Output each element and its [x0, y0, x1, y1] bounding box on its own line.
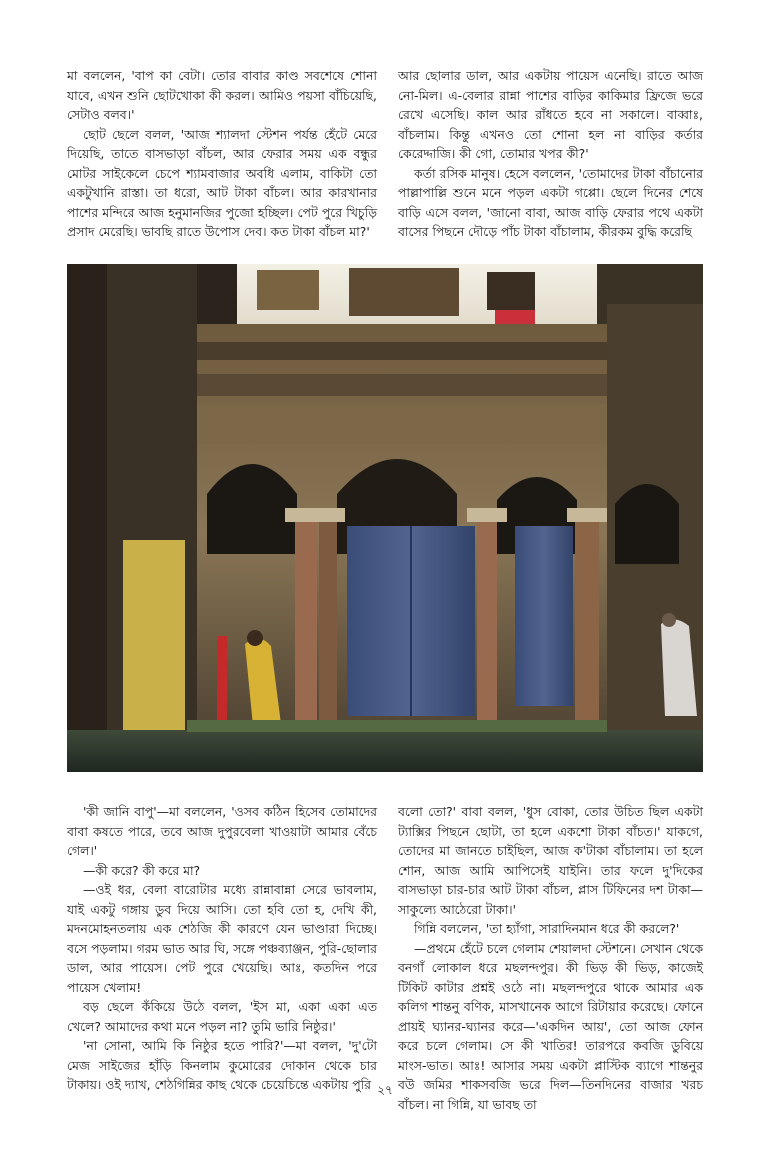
paragraph: বলো তো?' বাবা বলল, 'ধুস বোকা, তোর উচিত ছিল একটা ট্যাক্সির পিছনে ছোটা, তা হলে একশো টাকা বাঁচত।' যাকগে, তোদের মা জানতে চাইছিল, আজ ক'টাকা বাঁচালাম। তা হলে শোন, আজ আমি আপিসেই যাইনি। তার ফলে দু'দিকের বাসভাড়া চার-চার আট টাকা বাঁচল, প্লাস টিফিনের দশ টাকা—সাকুল্যে আঠেরো টাকা।' [398, 804, 703, 917]
paragraph: 'না সোনা, আমি কি নিষ্ঠুর হতে পারি?'—মা বলল, 'দু'টো মেজ সাইজের হাঁড়ি কিনলাম কুমোরের দোকান থেকে চার টাকায়। ওই দ্যাখ, শেঠগিন্নির কাছ থেকে চেয়েচিন্তে একটায় পুরি [67, 1038, 377, 1092]
paragraph: আর ছোলার ডাল, আর একটায় পায়েস এনেছি। রাতে আজ নো-মিল। এ-বেলার রান্না পাশের বাড়ির কাকিমার ফ্রিজে ভরে রেখে এসেছি। কাল আর রাঁধতে হবে না সকালে। বাব্বাঃ, বাঁচলাম। কিন্তু এখনও তো শোনা হল না বাড়ির কর্তার কেরেদ্দাজি। কী গো, তোমার খপর কী?' [398, 68, 703, 161]
article-column-bottom-left [67, 802, 377, 1095]
paragraph: —প্রথমে হেঁটে চলে গেলাম শেয়ালদা স্টেশনে। সেখান থেকে বনগাঁ লোকাল ধরে মছলন্দপুর। কী ভিড় কী ভিড়, কাজেই টিকিট কাটার প্রশ্নই ওঠে না। মছলন্দপুরে থাকে আমার এক কলিগ শান্তনু বণিক, মাসখানেক আগে রিটায়ার করেছে। ফোনে প্রায়ই ঘ্যানর-ঘ্যানর করে—'একদিন আয়', তো আজ ফোন করে চলে গেলাম। সে কী খাতির! তারপরে কবজি ডুবিয়ে মাংস-ভাত। আঃ! আসার সময় একটা প্লাস্টিক ব্যাগে শান্তনুর বউ জমির শাকসবজি ভরে দিল—তিনদিনের বাজার খরচ বাঁচল। না গিন্নি, যা ভাবছ তা [398, 940, 703, 1112]
page-number: ২৭ [377, 1083, 393, 1097]
paragraph: 'কী জানি বাপু'—মা বললেন, 'ওসব কঠিন হিসেব তোমাদের বাবা কষতে পারে, তবে আজ দুপুরবেলা খাওয়াটা আমার বেঁচে গেল।' [67, 804, 377, 858]
paragraph: গিন্নি বললেন, 'তা হ্যাঁগা, সারাদিনমান ধরে কী করলে?' [414, 921, 680, 936]
paragraph: —কী করে? কী করে মা? [83, 862, 201, 878]
paragraph: —ওই ধর, বেলা বারোটার মধ্যে রান্নাবান্না সেরে ভাবলাম, যাই একটু গঙ্গায় ডুব দিয়ে আসি। তো হবি তো হ, দেখি কী, মদনমোহনতলায় এক শেঠজি কী কারণে যেন ভাণ্ডারা দিচ্ছে। বসে পড়লাম। গরম ভাত আর ঘি, সঙ্গে পঞ্চব্যাঞ্জন, পুরি-ছোলার ডাল, আর পায়েস। পেট পুরে খেয়েছি। আঃ, কতদিন পরে পায়েস খেলাম! [67, 882, 377, 995]
paragraph: কর্তা রসিক মানুষ। হেসে বললেন, 'তোমাদের টাকা বাঁচানোর পাল্লাপাল্লি শুনে মনে পড়ল একটা গপ্পো। ছেলে দিনের শেষে বাড়ি এসে বলল, 'জানো বাবা, আজ বাড়ি ফেরার পথে একটা বাসের পিছনে দৌড়ে পাঁচ টাকা বাঁচালাম, কীরকম বুদ্ধি করেছি [398, 165, 703, 239]
article-column-top-right [398, 66, 703, 242]
paragraph: ছোট ছেলে বলল, 'আজ শ্যালদা স্টেশন পর্যন্ত হেঁটে মেরে দিয়েছি, তাতে বাসভাড়া বাঁচল, আর ফেরার সময় এক বন্ধুর মোটর সাইকেলে চেপে শ্যামবাজার অবধি এলাম, বাকিটা তো একটুখানি রাস্তা। তা ধরো, আট টাকা বাঁচল। আর কারখানার পাশের মন্দিরে আজ হনুমানজির পুজো হচ্ছিল। পেট পুরে খিচুড়ি প্রসাদ মেরেছি। ভাবছি রাতে উপোস দেব। কত টাকা বাঁচল মা?' [67, 126, 377, 239]
article-column-top-left [67, 66, 377, 242]
paragraph: বড় ছেলে কঁকিয়ে উঠে বলল, 'ইস মা, একা একা এত খেলে? আমাদের কথা মনে পড়ল না? তুমি ভারি নিষ্ঠুর।' [67, 999, 377, 1034]
article-column-bottom-right [398, 802, 703, 1114]
courtyard-photograph [67, 264, 703, 772]
paragraph: মা বললেন, 'বাপ কা বেটা। তোর বাবার কাণ্ড সবশেষে শোনা যাবে, এখন শুনি ছোটখোকা কী করল। আমিও পয়সা বাঁচিয়েছি, সেটাও বলব।' [67, 68, 377, 122]
